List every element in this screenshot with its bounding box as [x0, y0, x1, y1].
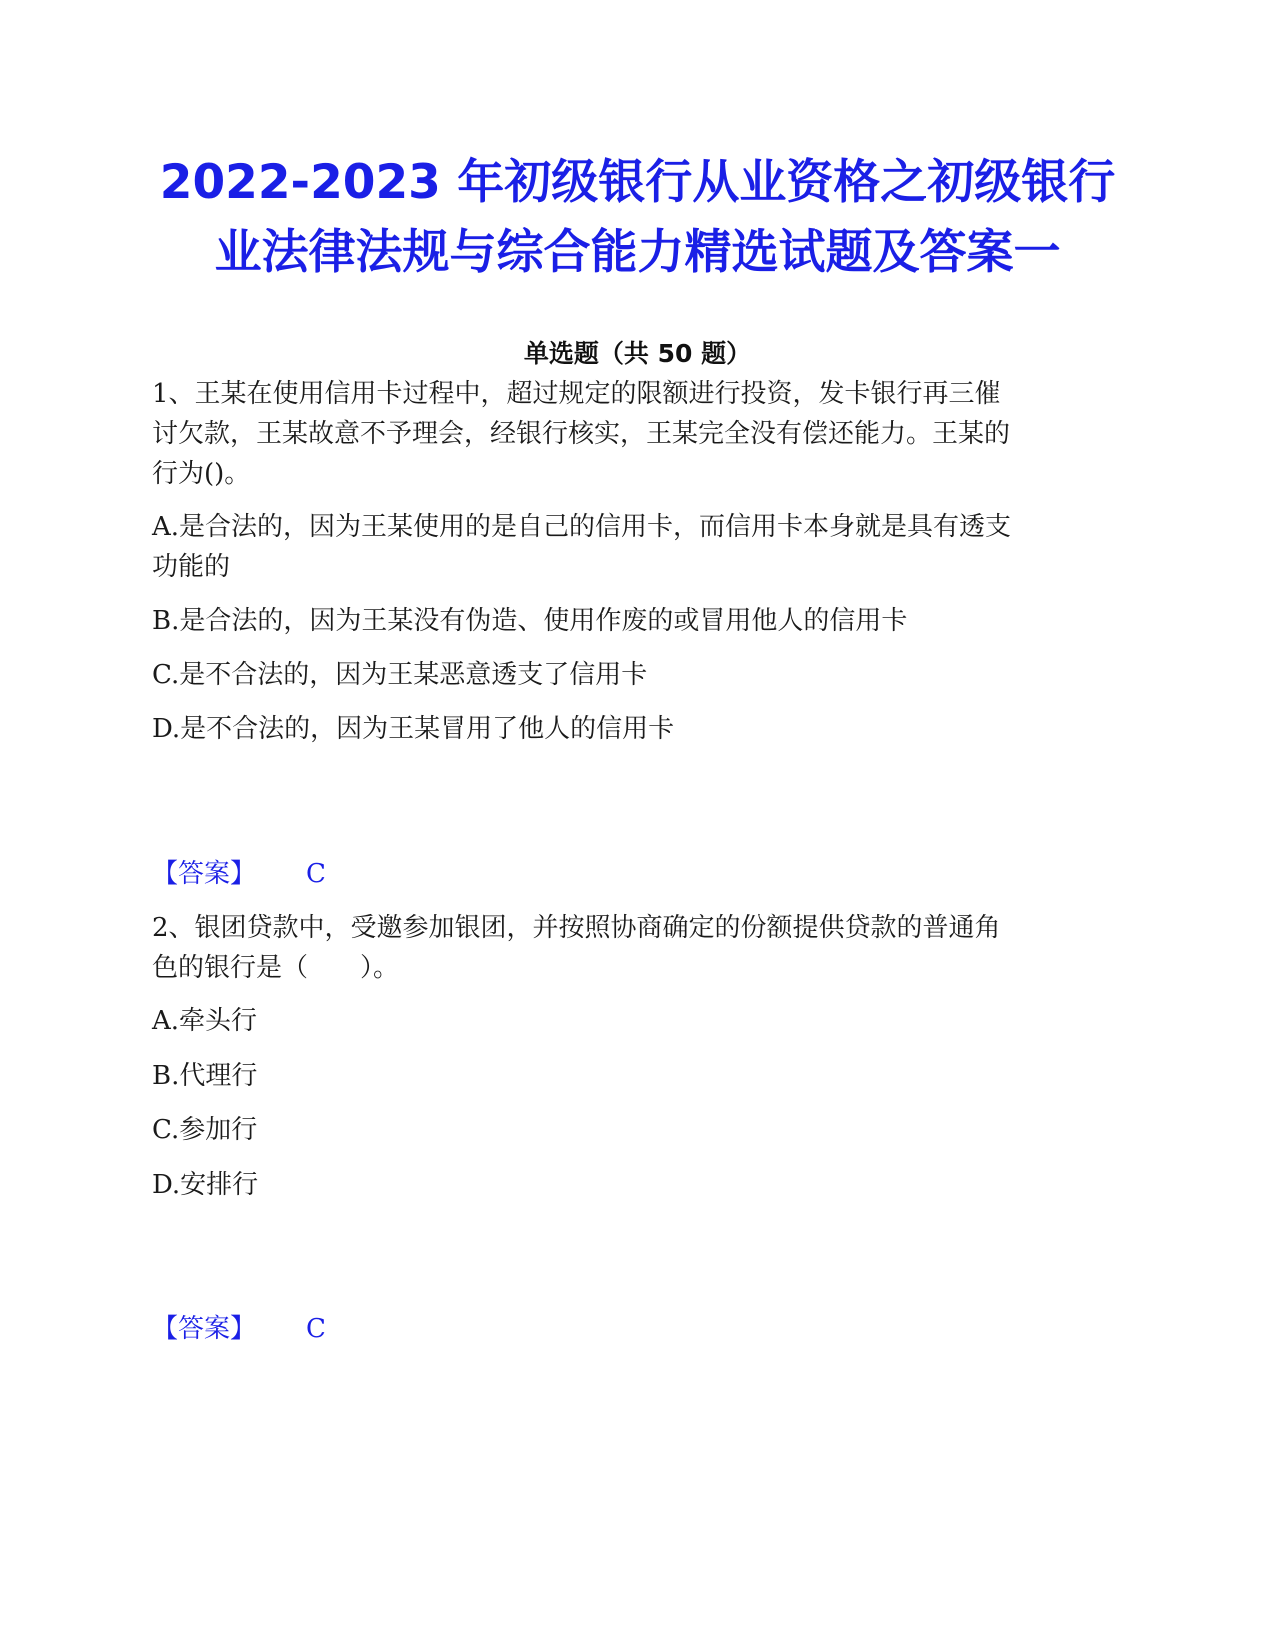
- question-2-option-d: [152, 1165, 1132, 1205]
- title-line-1: 2022-2023 年初级银行从业资格之初级银行: [159, 155, 1116, 210]
- answer-label: 【答案】: [152, 1314, 257, 1344]
- question-1-option-c: [152, 655, 1132, 695]
- question-2-stem-line: 色的银行是（ ）。: [152, 953, 400, 983]
- option-line: D.是不合法的，因为王某冒用了他人的信用卡: [152, 714, 675, 744]
- question-1-stem: [152, 374, 1132, 494]
- question-1-option-d: [152, 709, 1132, 749]
- option-line: C.参加行: [152, 1115, 258, 1145]
- question-2-option-c: [152, 1110, 1132, 1150]
- option-line: D.安排行: [152, 1170, 259, 1200]
- question-1-option-a: [152, 507, 1132, 587]
- option-line: B.是合法的，因为王某没有伪造、使用作废的或冒用他人的信用卡: [152, 606, 908, 636]
- question-2-answer: [152, 1309, 326, 1349]
- question-2-option-a: [152, 1001, 1132, 1041]
- question-1-stem-line: 行为()。: [152, 459, 251, 489]
- answer-value: C: [306, 1314, 326, 1344]
- question-2-option-b: [152, 1056, 1132, 1096]
- question-1-option-b: [152, 601, 1132, 641]
- question-1-answer: [152, 854, 326, 894]
- question-1-stem-line: 1、王某在使用信用卡过程中，超过规定的限额进行投资，发卡银行再三催: [152, 379, 1001, 409]
- page-title: [120, 148, 1155, 288]
- option-line: A.牵头行: [152, 1006, 258, 1036]
- option-line: B.代理行: [152, 1061, 258, 1091]
- answer-label: 【答案】: [152, 859, 257, 889]
- question-2-stem-line: 2、银团贷款中，受邀参加银团，并按照协商确定的份额提供贷款的普通角: [152, 913, 1001, 943]
- option-line: 功能的: [152, 552, 231, 582]
- question-2-stem: [152, 908, 1132, 988]
- option-line: A.是合法的，因为王某使用的是自己的信用卡，而信用卡本身就是具有透支: [152, 512, 1012, 542]
- title-line-2: 业法律法规与综合能力精选试题及答案一: [214, 225, 1061, 280]
- option-line: C.是不合法的，因为王某恶意透支了信用卡: [152, 660, 648, 690]
- question-1-stem-line: 讨欠款，王某故意不予理会，经银行核实，王某完全没有偿还能力。王某的: [152, 419, 1011, 449]
- answer-value: C: [306, 859, 326, 889]
- section-heading: 单选题（共 50 题）: [523, 339, 752, 368]
